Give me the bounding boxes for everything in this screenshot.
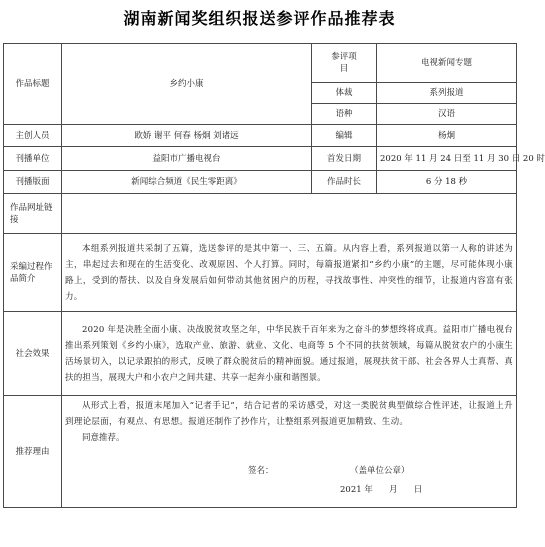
signature-label: 签名： [248,466,274,476]
editor-label: 编辑 [312,125,377,147]
summary-cell [62,234,517,312]
first-date-label: 首发日期 [312,147,377,171]
summary-label: 采编过程作品简介 [4,234,62,312]
url-label: 作品网址链接 [4,194,62,234]
duration-label: 作品时长 [312,171,377,194]
language-label: 语种 [312,104,377,125]
recommendation-form [3,43,545,508]
reason-closing: 同意推荐。 [82,433,125,443]
publisher-label: 刊播单位 [4,147,62,171]
section-label: 刊播版面 [4,171,62,194]
editor-value: 杨炯 [377,125,517,147]
work-title-value: 乡约小康 [62,44,312,125]
language-value: 汉语 [377,104,517,125]
url-value [62,194,517,234]
reason-label: 推荐理由 [4,396,62,508]
reason-cell [62,396,517,508]
effect-text: 2020 年是决胜全面小康、决战脱贫攻坚之年，中华民族千百年来为之奋斗的梦想终将成真。益阳市广播电视台推出系列策划《乡约小康》，选取产业、旅游、就业、文化、电商等 5 个不同的扶贫领域，每篇从脱贫农户的小康生活场景切入，以记录跟拍的形式，反映了群众脱贫后的精神面貌。通过报道，展现扶贫干部、社会各界人士真帮、真扶的担当，展现大户和小农户之间共建、共享一起奔小康和谐图景。 [65,324,513,383]
entry-item-label: 参评项目 [312,44,377,83]
creators-label: 主创人员 [4,125,62,147]
effect-cell [62,312,517,396]
reason-text: 从形式上看，报道末尾加入“记者手记”，结合记者的采访感受，对这一类脱贫典型做综合性评述，让报道上升到理论层面，有观点、有思想。报道还制作了抄作片，让整组系列报道更加精致、生动。 [65,401,513,427]
effect-label: 社会效果 [4,312,62,396]
summary-text: 本组系列报道共采制了五篇，选送参评的是其中第一、三、五篇。从内容上看，系列报道以第一人称的讲述为主，串起过去和现在的生活变化、改观原因、个人打算。同时，每篇报道紧扣“乡约小康”的主题，尽可能体现小康路上，受到的帮扶、以及自身发展后如何带动其他贫困户的历程，寻找故事性、冲突性的细节，让报道内容富有张力。 [65,243,513,302]
seal-note: （盖单位公章） [350,466,410,476]
first-date-value: 2020 年 11 月 24 日至 11 月 30 日 20 时 [377,147,517,171]
duration-value: 6 分 18 秒 [377,171,517,194]
genre-label: 体裁 [312,83,377,104]
page-title: 湖南新闻奖组织报送参评作品推荐表 [123,9,396,28]
genre-value: 系列报道 [377,83,517,104]
entry-item-value: 电视新闻专题 [377,44,517,83]
work-title-label: 作品标题 [4,44,62,125]
publisher-value: 益阳市广播电视台 [62,147,312,171]
creators-value: 欧娇 谢平 何春 杨炯 刘诸远 [62,125,312,147]
date-line: 2021 年 月 日 [340,485,423,495]
section-value: 新闻综合频道《民生零距离》 [62,171,312,194]
